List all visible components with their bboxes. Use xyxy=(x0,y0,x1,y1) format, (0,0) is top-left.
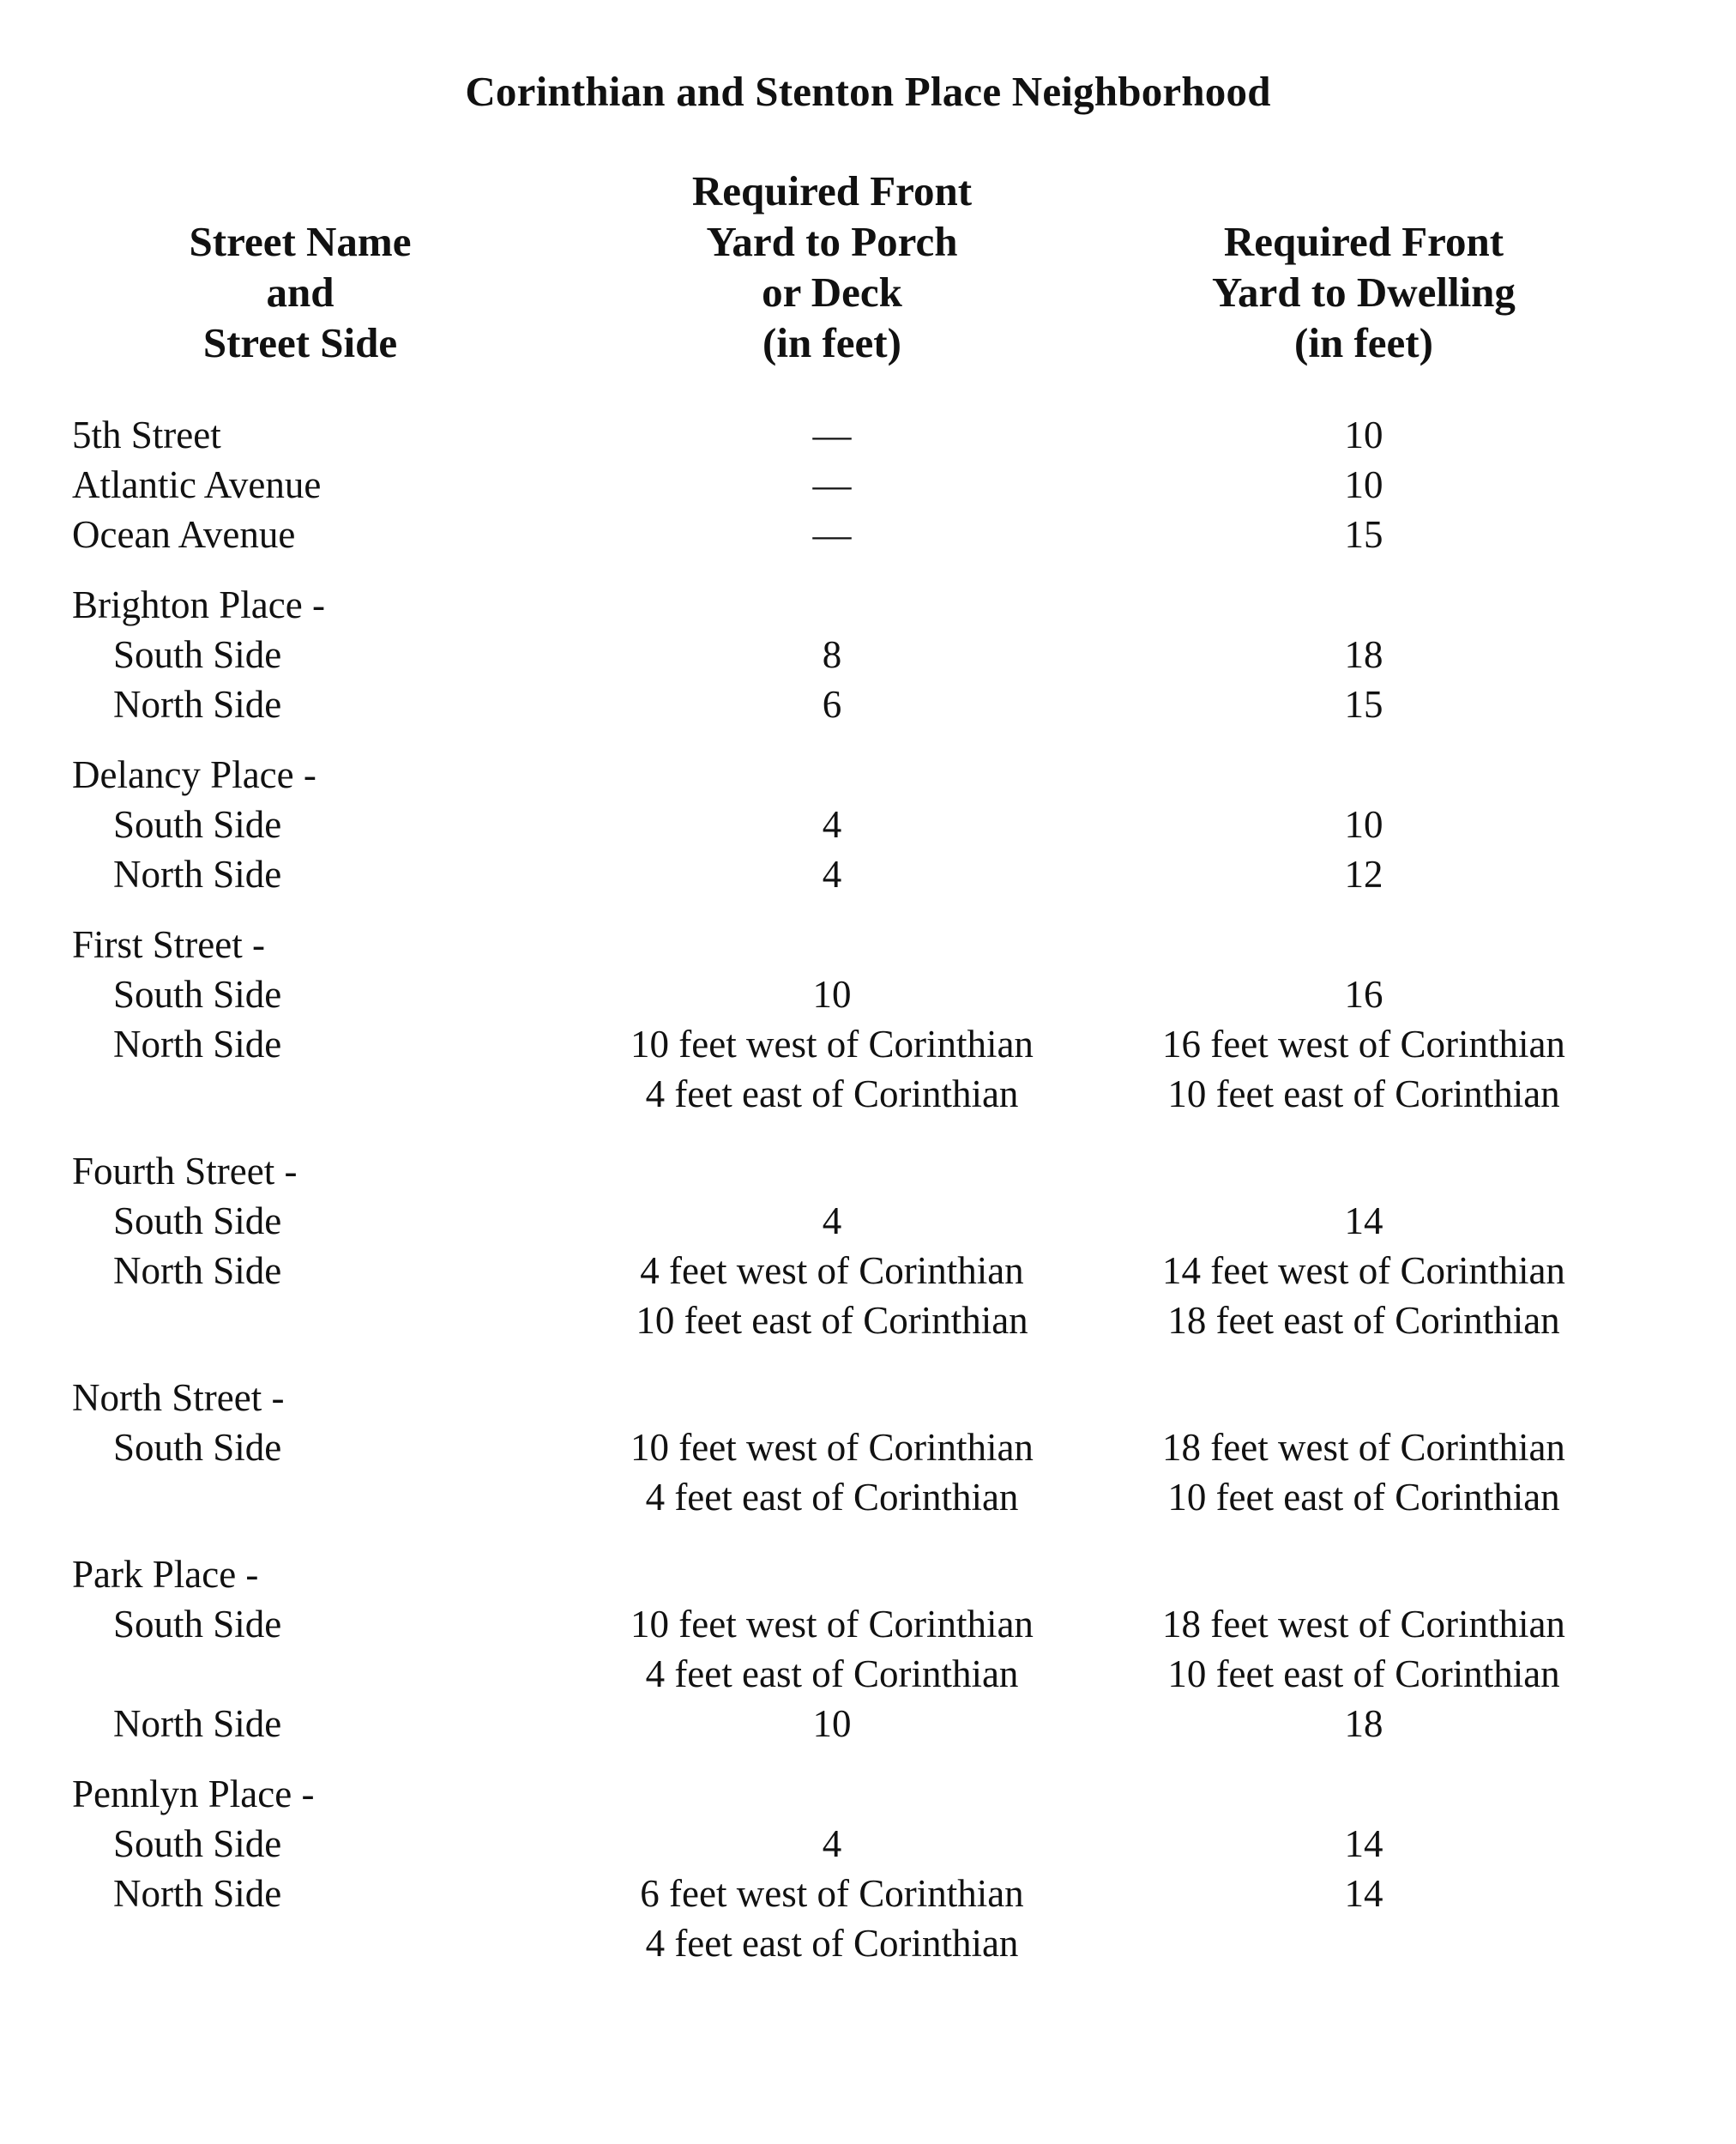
street-cell: North Side xyxy=(113,1023,282,1066)
dwelling-setback-cell: 18 feet west of Corinthian xyxy=(1162,1603,1565,1646)
dwelling-setback-cell: 10 xyxy=(1344,414,1383,456)
table-row xyxy=(0,1699,1736,1748)
table-row xyxy=(0,750,1736,800)
table-row xyxy=(0,1819,1736,1869)
table-row xyxy=(0,1869,1736,1918)
dwelling-setback-cell: 10 xyxy=(1344,803,1383,846)
dwelling-setback-cell: 15 xyxy=(1344,683,1383,726)
table-row xyxy=(0,460,1736,510)
column-header-dwelling: Required Front Yard to Dwelling (in feet) xyxy=(1212,218,1516,366)
table-row xyxy=(0,1246,1736,1295)
table-row xyxy=(0,1373,1736,1422)
dwelling-setback-cell: 12 xyxy=(1344,853,1383,896)
street-cell: South Side xyxy=(113,633,282,676)
porch-setback-cell: 4 xyxy=(822,853,842,896)
dwelling-setback-cell: 10 xyxy=(1344,463,1383,506)
dwelling-setback-cell: 10 feet east of Corinthian xyxy=(1167,1072,1560,1115)
dwelling-setback-cell: 16 feet west of Corinthian xyxy=(1162,1023,1565,1066)
street-cell: South Side xyxy=(113,1199,282,1242)
street-cell: North Side xyxy=(113,1872,282,1915)
dwelling-setback-cell: 18 feet west of Corinthian xyxy=(1162,1426,1565,1469)
porch-setback-cell: 4 xyxy=(822,1199,842,1242)
table-row xyxy=(0,580,1736,630)
porch-setback-cell: 10 xyxy=(812,973,852,1016)
porch-setback-cell: 10 feet east of Corinthian xyxy=(636,1299,1028,1342)
table-row xyxy=(0,410,1736,460)
street-cell: South Side xyxy=(113,1426,282,1469)
table-row xyxy=(0,1918,1736,1968)
table-row xyxy=(0,630,1736,679)
street-cell: North Side xyxy=(113,1249,282,1292)
table-row xyxy=(0,1422,1736,1472)
porch-setback-cell: 4 feet east of Corinthian xyxy=(645,1072,1019,1115)
column-header-street: Street Name and Street Side xyxy=(189,218,412,366)
table-row xyxy=(0,1146,1736,1196)
table-row xyxy=(0,679,1736,729)
street-cell: North Street - xyxy=(72,1376,285,1419)
street-cell: Atlantic Avenue xyxy=(72,463,322,506)
table-row xyxy=(0,1069,1736,1119)
table-row xyxy=(0,1599,1736,1649)
porch-setback-cell: — xyxy=(812,463,852,506)
table-row xyxy=(0,1649,1736,1699)
porch-setback-cell: 4 xyxy=(822,1822,842,1865)
porch-setback-cell: 6 feet west of Corinthian xyxy=(640,1872,1024,1915)
table-row xyxy=(0,1769,1736,1819)
porch-setback-cell: 6 xyxy=(822,683,842,726)
porch-setback-cell: 4 xyxy=(822,803,842,846)
street-cell: South Side xyxy=(113,1603,282,1646)
dwelling-setback-cell: 16 xyxy=(1344,973,1383,1016)
street-cell: South Side xyxy=(113,803,282,846)
table-row xyxy=(0,800,1736,849)
porch-setback-cell: 8 xyxy=(822,633,842,676)
page-title: Corinthian and Stenton Place Neighborhood xyxy=(465,68,1271,115)
street-cell: South Side xyxy=(113,1822,282,1865)
table-row xyxy=(0,510,1736,559)
dwelling-setback-cell: 18 xyxy=(1344,1702,1383,1745)
dwelling-setback-cell: 14 xyxy=(1344,1822,1383,1865)
dwelling-setback-cell: 14 xyxy=(1344,1199,1383,1242)
street-cell: South Side xyxy=(113,973,282,1016)
table-row xyxy=(0,969,1736,1019)
porch-setback-cell: — xyxy=(812,414,852,456)
porch-setback-cell: — xyxy=(812,513,852,556)
street-cell: North Side xyxy=(113,853,282,896)
table-row xyxy=(0,1196,1736,1246)
porch-setback-cell: 10 feet west of Corinthian xyxy=(630,1023,1034,1066)
porch-setback-cell: 10 feet west of Corinthian xyxy=(630,1603,1034,1646)
column-header-porch: Required Front Yard to Porch or Deck (in feet) xyxy=(691,167,973,366)
porch-setback-cell: 4 feet east of Corinthian xyxy=(645,1476,1019,1519)
table-row xyxy=(0,1019,1736,1069)
street-cell: First Street - xyxy=(72,923,265,966)
dwelling-setback-cell: 18 xyxy=(1344,633,1383,676)
street-cell: 5th Street xyxy=(72,414,221,456)
street-cell: North Side xyxy=(113,1702,282,1745)
street-cell: Pennlyn Place - xyxy=(72,1773,315,1815)
street-cell: North Side xyxy=(113,683,282,726)
porch-setback-cell: 4 feet west of Corinthian xyxy=(640,1249,1024,1292)
porch-setback-cell: 10 feet west of Corinthian xyxy=(630,1426,1034,1469)
dwelling-setback-cell: 15 xyxy=(1344,513,1383,556)
table-row xyxy=(0,1472,1736,1522)
dwelling-setback-cell: 14 feet west of Corinthian xyxy=(1162,1249,1565,1292)
porch-setback-cell: 4 feet east of Corinthian xyxy=(645,1922,1019,1965)
street-cell: Fourth Street - xyxy=(72,1150,298,1193)
table-row xyxy=(0,1549,1736,1599)
porch-setback-cell: 10 xyxy=(812,1702,852,1745)
dwelling-setback-cell: 18 feet east of Corinthian xyxy=(1167,1299,1560,1342)
street-cell: Delancy Place - xyxy=(72,753,316,796)
porch-setback-cell: 4 feet east of Corinthian xyxy=(645,1652,1019,1695)
street-cell: Ocean Avenue xyxy=(72,513,296,556)
dwelling-setback-cell: 10 feet east of Corinthian xyxy=(1167,1652,1560,1695)
street-cell: Park Place - xyxy=(72,1553,259,1596)
dwelling-setback-cell: 10 feet east of Corinthian xyxy=(1167,1476,1560,1519)
dwelling-setback-cell: 14 xyxy=(1344,1872,1383,1915)
table-row xyxy=(0,1295,1736,1345)
street-cell: Brighton Place - xyxy=(72,583,325,626)
table-row xyxy=(0,849,1736,899)
table-row xyxy=(0,920,1736,969)
